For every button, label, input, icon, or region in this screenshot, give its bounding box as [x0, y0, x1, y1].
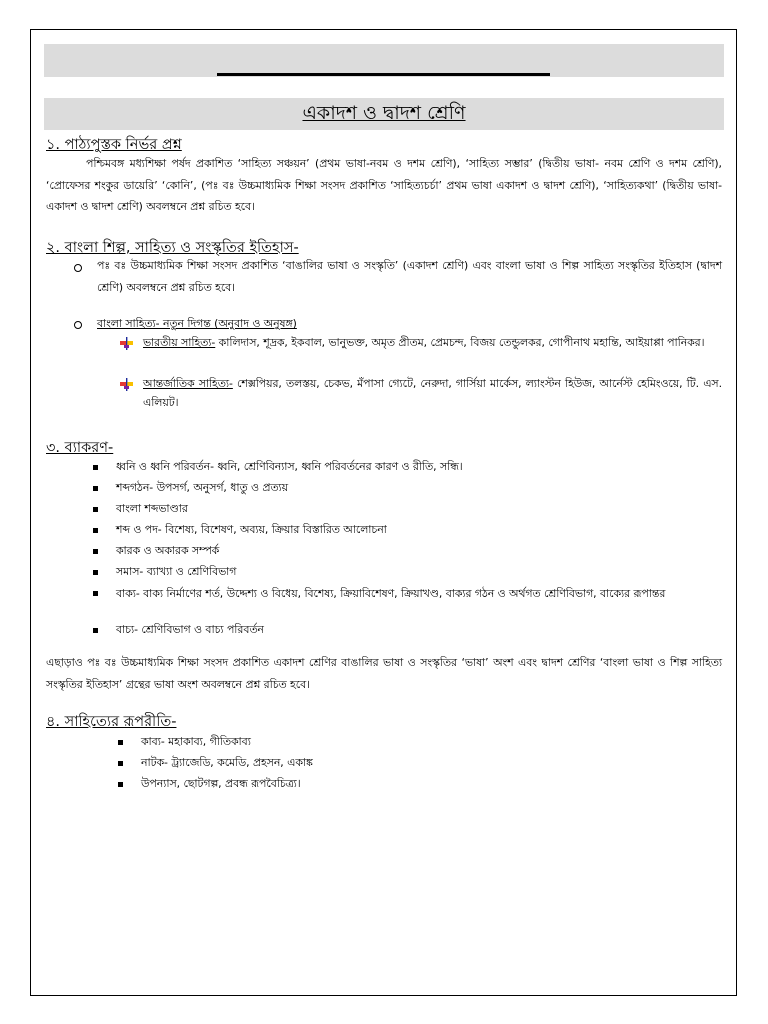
international-literature-label: আন্তর্জাতিক সাহিত্য-	[143, 377, 233, 390]
section-2-item-1: পঃ বঃ উচ্চমাধ্যমিক শিক্ষা সংসদ প্রকাশিত ‘বাঙালির ভাষা ও সংস্কৃতি’ (একাদশ শ্রেণি) এবং বাংলা ভাষা ও শিল্প সাহিত্য সংস্কৃতির ইতিহাস (দ্বাদশ শ্রেণি) অবলম্বনে প্রশ্ন রচিত হবে।	[97, 259, 722, 294]
literary-form-item: নাটক- ট্র্যাজেডি, কমেডি, প্রহসন, একাঙ্ক	[141, 756, 313, 769]
title-banner	[44, 98, 724, 130]
square-bullet	[93, 507, 98, 512]
square-bullet	[93, 549, 98, 554]
ring-bullet	[74, 264, 82, 272]
ring-bullet	[74, 321, 82, 329]
header-rule	[217, 73, 550, 76]
grammar-item: কারক ও অকারক সম্পর্ক	[116, 544, 220, 557]
square-bullet	[93, 570, 98, 575]
literary-form-item: কাব্য- মহাকাব্য, গীতিকাব্য	[141, 735, 251, 748]
indian-literature-label: ভারতীয় সাহিত্য-	[143, 336, 216, 349]
section-3-heading: ৩. ব্যাকরণ-	[46, 440, 114, 456]
square-bullet	[93, 528, 98, 533]
page-title: একাদশ ও দ্বাদশ শ্রেণি	[302, 102, 466, 124]
square-bullet	[93, 591, 98, 596]
square-bullet	[93, 486, 98, 491]
square-bullet	[118, 761, 123, 766]
international-literature-item	[143, 374, 722, 412]
grammar-item: শব্দ ও পদ- বিশেষ্য, বিশেষণ, অব্যয়, ক্রিয়ার বিস্তারিত আলোচনা	[116, 523, 387, 536]
grammar-item: শব্দগঠন- উপসর্গ, অনুসর্গ, ধাতু ও প্রত্যয়	[116, 481, 289, 494]
section-3-footer-paragraph: এছাড়াও পঃ বঃ উচ্চমাধ্যমিক শিক্ষা সংসদ প্রকাশিত একাদশ শ্রেণির বাঙালির ভাষা ও সংস্কৃতির ‘ভাষা’ অংশ এবং দ্বাদশ শ্রেণির ‘বাংলা ভাষা ও শিল্প সাহিত্য সংস্কৃতির ইতিহাস’ গ্রন্থের ভাষা অংশ অবলম্বনে প্রশ্ন রচিত হবে।	[46, 656, 722, 691]
grammar-item: বাচ্য- শ্রেণিবিভাগ ও বাচ্য পরিবর্তন	[116, 623, 264, 636]
grammar-item: সমাস- ব্যাখ্যা ও শ্রেণিবিভাগ	[116, 565, 237, 578]
grammar-item: ধ্বনি ও ধ্বনি পরিবর্তন- ধ্বনি, শ্রেণিবিন্যাস, ধ্বনি পরিবর্তনের কারণ ও রীতি, সন্ধি।	[116, 460, 463, 473]
square-bullet	[93, 628, 98, 633]
grammar-item: বাক্য- বাক্য নির্মাণের শর্ত, উদ্দেশ্য ও বিধেয়, বিশেষ্য, ক্রিয়াবিশেষণ, ক্রিয়াখণ্ড, বাক্যর গঠন ও অর্থগত শ্রেণিবিভাগ, বাক্যের রূপান্তর	[116, 587, 666, 600]
section-1-heading: ১. পাঠ্যপুস্তক নির্ভর প্রশ্ন	[46, 137, 182, 153]
square-bullet	[93, 465, 98, 470]
header-banner	[44, 44, 724, 77]
section-4-heading: ৪. সাহিত্যের রূপরীতি-	[46, 714, 177, 730]
indian-literature-item	[143, 333, 722, 352]
section-2-item-2-heading: বাংলা সাহিত্য- নতুন দিগন্ত (অনুবাদ ও অনুষঙ্গ)	[97, 317, 297, 330]
square-bullet	[118, 740, 123, 745]
section-1-paragraph: পশ্চিমবঙ্গ মধ্যশিক্ষা পর্ষদ প্রকাশিত ‘সাহিত্য সঞ্চয়ন’ (প্রথম ভাষা-নবম ও দশম শ্রেণি), ‘সাহিত্য সম্ভার’ (দ্বিতীয় ভাষা- নবম শ্রেণি ও দশম শ্রেণি), ‘প্রোফেসর শংকুর ডায়েরি’ ‘কোনি’, (পঃ বঃ উচ্চমাধ্যমিক শিক্ষা সংসদ প্রকাশিত ‘সাহিত্যচর্চা’ প্রথম ভাষা একাদশ ও দ্বাদশ শ্রেণি), ‘সাহিত্যকথা’ (দ্বিতীয় ভাষা- একাদশ ও দ্বাদশ শ্রেণি) অবলম্বনে প্রশ্ন রচিত হবে।	[46, 157, 722, 213]
flag-bullet-icon	[120, 378, 133, 391]
literary-form-item: উপন্যাস, ছোটগল্প, প্রবন্ধ রূপবৈচিত্র্য।	[141, 777, 301, 790]
section-2-heading: ২. বাংলা শিল্প, সাহিত্য ও সংস্কৃতির ইতিহাস-	[46, 240, 299, 256]
square-bullet	[118, 782, 123, 787]
flag-bullet-icon	[120, 337, 133, 350]
indian-literature-text: কালিদাস, শূদ্রক, ইকবাল, ভানুভক্ত, অমৃত প্রীতম, প্রেমচন্দ, বিজয় তেন্ডুলকর, গোপীনাথ মহান্তি, আইয়াপ্পা পানিকর।	[215, 336, 705, 349]
international-literature-text: শেক্সপিয়র, তলস্তয়, চেকভ, মঁপাসা গ্যেটে, নেরুদা, গার্সিয়া মার্কেস, ল্যাংস্টন হিউজ, আর্নেস্ট হেমিংওয়ে, টি. এস. এলিয়ট।	[143, 377, 723, 409]
grammar-item: বাংলা শব্দভাণ্ডার	[116, 502, 188, 515]
